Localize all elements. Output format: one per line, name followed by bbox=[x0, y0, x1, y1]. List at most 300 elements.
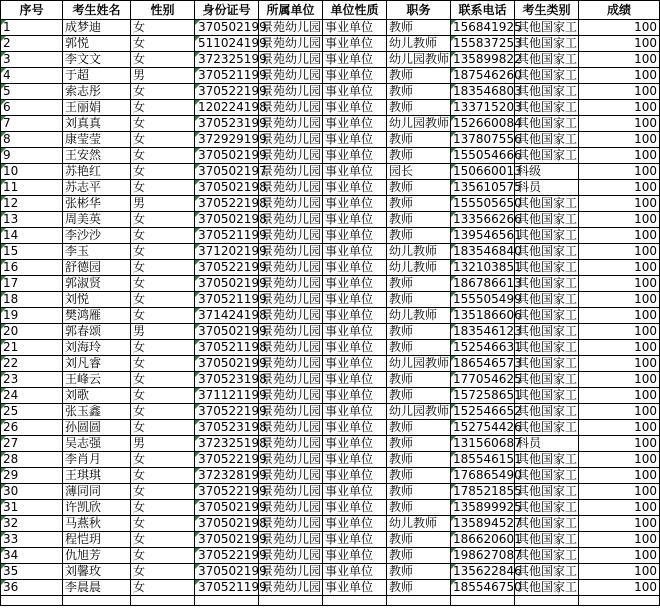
cell-score[interactable]: 100 bbox=[579, 436, 660, 452]
cell-phone[interactable]: 152754426 bbox=[451, 420, 515, 436]
cell-id[interactable]: 370522199 bbox=[195, 484, 259, 500]
cell-category[interactable]: 其他国家工 bbox=[515, 580, 579, 596]
cell-job[interactable]: 幼儿教师 bbox=[387, 244, 451, 260]
cell-score[interactable]: 100 bbox=[579, 516, 660, 532]
cell-id[interactable]: 370522199 bbox=[195, 404, 259, 420]
cell-sex[interactable]: 女 bbox=[131, 532, 195, 548]
cell-no[interactable]: 29 bbox=[1, 468, 63, 484]
cell-job[interactable]: 教师 bbox=[387, 548, 451, 564]
cell-job[interactable]: 幼儿教师 bbox=[387, 308, 451, 324]
cell-sex[interactable]: 女 bbox=[131, 212, 195, 228]
cell-id[interactable]: 370502199 bbox=[195, 532, 259, 548]
cell-job[interactable]: 教师 bbox=[387, 340, 451, 356]
cell-partial[interactable] bbox=[1, 596, 63, 606]
cell-score[interactable]: 100 bbox=[579, 100, 660, 116]
cell-id[interactable]: 370502199 bbox=[195, 148, 259, 164]
cell-phone[interactable]: 137807556 bbox=[451, 132, 515, 148]
cell-sex[interactable]: 女 bbox=[131, 116, 195, 132]
cell-unit[interactable]: 景苑幼儿园 bbox=[259, 52, 323, 68]
cell-category[interactable]: 其他国家工 bbox=[515, 372, 579, 388]
cell-category[interactable]: 其他国家工 bbox=[515, 196, 579, 212]
cell-phone[interactable]: 152546631 bbox=[451, 340, 515, 356]
cell-no[interactable]: 30 bbox=[1, 484, 63, 500]
cell-partial[interactable] bbox=[323, 596, 387, 606]
cell-category[interactable]: 其他国家工 bbox=[515, 148, 579, 164]
cell-no[interactable]: 21 bbox=[1, 340, 63, 356]
cell-unit[interactable]: 景苑幼儿园 bbox=[259, 196, 323, 212]
cell-phone[interactable]: 152546652 bbox=[451, 404, 515, 420]
cell-phone[interactable]: 156841925 bbox=[451, 20, 515, 36]
cell-category[interactable]: 其他国家工 bbox=[515, 484, 579, 500]
cell-name[interactable]: 李肖月 bbox=[63, 452, 131, 468]
cell-job[interactable]: 教师 bbox=[387, 180, 451, 196]
cell-score[interactable]: 100 bbox=[579, 484, 660, 500]
cell-id[interactable]: 370521199 bbox=[195, 68, 259, 84]
cell-id[interactable]: 370502198 bbox=[195, 212, 259, 228]
cell-partial[interactable] bbox=[451, 596, 515, 606]
cell-score[interactable]: 100 bbox=[579, 148, 660, 164]
cell-nature[interactable]: 事业单位 bbox=[323, 212, 387, 228]
cell-no[interactable]: 18 bbox=[1, 292, 63, 308]
cell-no[interactable]: 3 bbox=[1, 52, 63, 68]
cell-sex[interactable]: 女 bbox=[131, 36, 195, 52]
cell-score[interactable]: 100 bbox=[579, 564, 660, 580]
cell-category[interactable]: 其他国家工 bbox=[515, 324, 579, 340]
cell-category[interactable]: 其他国家工 bbox=[515, 244, 579, 260]
cell-phone[interactable]: 135894527 bbox=[451, 516, 515, 532]
cell-id[interactable]: 370522199 bbox=[195, 452, 259, 468]
cell-unit[interactable]: 景苑幼儿园 bbox=[259, 372, 323, 388]
cell-no[interactable]: 6 bbox=[1, 100, 63, 116]
cell-unit[interactable]: 景苑幼儿园 bbox=[259, 564, 323, 580]
cell-id[interactable]: 370502199 bbox=[195, 324, 259, 340]
cell-job[interactable]: 教师 bbox=[387, 580, 451, 596]
cell-no[interactable]: 17 bbox=[1, 276, 63, 292]
cell-name[interactable]: 于超 bbox=[63, 68, 131, 84]
cell-nature[interactable]: 事业单位 bbox=[323, 548, 387, 564]
cell-job[interactable]: 教师 bbox=[387, 564, 451, 580]
cell-sex[interactable]: 女 bbox=[131, 372, 195, 388]
cell-sex[interactable]: 女 bbox=[131, 148, 195, 164]
cell-score[interactable]: 100 bbox=[579, 324, 660, 340]
cell-score[interactable]: 100 bbox=[579, 52, 660, 68]
cell-score[interactable]: 100 bbox=[579, 452, 660, 468]
cell-name[interactable]: 张彬华 bbox=[63, 196, 131, 212]
cell-nature[interactable]: 事业单位 bbox=[323, 452, 387, 468]
cell-sex[interactable]: 女 bbox=[131, 52, 195, 68]
col-header-category[interactable]: 考生类别 bbox=[515, 1, 579, 20]
cell-job[interactable]: 教师 bbox=[387, 68, 451, 84]
cell-sex[interactable]: 女 bbox=[131, 548, 195, 564]
cell-name[interactable]: 仇旭芳 bbox=[63, 548, 131, 564]
cell-job[interactable]: 教师 bbox=[387, 148, 451, 164]
cell-phone[interactable]: 198627087 bbox=[451, 548, 515, 564]
cell-job[interactable]: 教师 bbox=[387, 84, 451, 100]
cell-unit[interactable]: 景苑幼儿园 bbox=[259, 468, 323, 484]
cell-sex[interactable]: 女 bbox=[131, 468, 195, 484]
cell-sex[interactable]: 女 bbox=[131, 404, 195, 420]
cell-sex[interactable]: 女 bbox=[131, 180, 195, 196]
cell-unit[interactable]: 景苑幼儿园 bbox=[259, 340, 323, 356]
cell-phone[interactable]: 186620601 bbox=[451, 532, 515, 548]
cell-nature[interactable]: 事业单位 bbox=[323, 180, 387, 196]
cell-name[interactable]: 李晨晨 bbox=[63, 580, 131, 596]
cell-phone[interactable]: 152660084 bbox=[451, 116, 515, 132]
cell-id[interactable]: 370502199 bbox=[195, 500, 259, 516]
cell-job[interactable]: 幼儿教师 bbox=[387, 516, 451, 532]
col-header-score[interactable]: 成绩 bbox=[579, 1, 660, 20]
cell-nature[interactable]: 事业单位 bbox=[323, 516, 387, 532]
cell-sex[interactable]: 女 bbox=[131, 580, 195, 596]
cell-nature[interactable]: 事业单位 bbox=[323, 404, 387, 420]
cell-no[interactable]: 28 bbox=[1, 452, 63, 468]
cell-score[interactable]: 100 bbox=[579, 196, 660, 212]
cell-sex[interactable]: 女 bbox=[131, 100, 195, 116]
cell-phone[interactable]: 150660013 bbox=[451, 164, 515, 180]
cell-sex[interactable]: 女 bbox=[131, 484, 195, 500]
cell-nature[interactable]: 事业单位 bbox=[323, 148, 387, 164]
cell-job[interactable]: 教师 bbox=[387, 420, 451, 436]
cell-sex[interactable]: 女 bbox=[131, 452, 195, 468]
cell-id[interactable]: 370522199 bbox=[195, 84, 259, 100]
cell-job[interactable]: 教师 bbox=[387, 532, 451, 548]
cell-unit[interactable]: 景苑幼儿园 bbox=[259, 500, 323, 516]
cell-job[interactable]: 教师 bbox=[387, 324, 451, 340]
cell-unit[interactable]: 景苑幼儿园 bbox=[259, 244, 323, 260]
cell-nature[interactable]: 事业单位 bbox=[323, 36, 387, 52]
cell-unit[interactable]: 景苑幼儿园 bbox=[259, 324, 323, 340]
cell-partial[interactable] bbox=[515, 596, 579, 606]
cell-category[interactable]: 其他国家工 bbox=[515, 308, 579, 324]
cell-name[interactable]: 舒德园 bbox=[63, 260, 131, 276]
cell-category[interactable]: 其他国家工 bbox=[515, 276, 579, 292]
cell-unit[interactable]: 景苑幼儿园 bbox=[259, 164, 323, 180]
cell-category[interactable]: 其他国家工 bbox=[515, 500, 579, 516]
cell-id[interactable]: 372325199 bbox=[195, 52, 259, 68]
cell-nature[interactable]: 事业单位 bbox=[323, 500, 387, 516]
cell-category[interactable]: 其他国家工 bbox=[515, 68, 579, 84]
cell-name[interactable]: 王琪琪 bbox=[63, 468, 131, 484]
cell-category[interactable]: 其他国家工 bbox=[515, 100, 579, 116]
cell-job[interactable]: 教师 bbox=[387, 500, 451, 516]
cell-no[interactable]: 9 bbox=[1, 148, 63, 164]
col-header-sex[interactable]: 性别 bbox=[131, 1, 195, 20]
cell-phone[interactable]: 183546803 bbox=[451, 84, 515, 100]
cell-category[interactable]: 其他国家工 bbox=[515, 420, 579, 436]
cell-phone[interactable]: 131560687 bbox=[451, 436, 515, 452]
cell-no[interactable]: 23 bbox=[1, 372, 63, 388]
cell-id[interactable]: 370502199 bbox=[195, 276, 259, 292]
cell-unit[interactable]: 景苑幼儿园 bbox=[259, 212, 323, 228]
cell-no[interactable]: 7 bbox=[1, 116, 63, 132]
col-header-phone[interactable]: 联系电话 bbox=[451, 1, 515, 20]
cell-id[interactable]: 370521198 bbox=[195, 340, 259, 356]
cell-sex[interactable]: 女 bbox=[131, 276, 195, 292]
cell-name[interactable]: 郭悦 bbox=[63, 36, 131, 52]
cell-unit[interactable]: 景苑幼儿园 bbox=[259, 20, 323, 36]
cell-category[interactable]: 其他国家工 bbox=[515, 452, 579, 468]
cell-partial[interactable] bbox=[195, 596, 259, 606]
cell-no[interactable]: 36 bbox=[1, 580, 63, 596]
cell-nature[interactable]: 事业单位 bbox=[323, 68, 387, 84]
cell-nature[interactable]: 事业单位 bbox=[323, 308, 387, 324]
cell-job[interactable]: 教师 bbox=[387, 372, 451, 388]
cell-category[interactable]: 其他国家工 bbox=[515, 228, 579, 244]
cell-nature[interactable]: 事业单位 bbox=[323, 324, 387, 340]
cell-category[interactable]: 其他国家工 bbox=[515, 116, 579, 132]
cell-job[interactable]: 教师 bbox=[387, 484, 451, 500]
cell-category[interactable]: 其他国家工 bbox=[515, 20, 579, 36]
cell-id[interactable]: 370522199 bbox=[195, 260, 259, 276]
cell-name[interactable]: 马燕秋 bbox=[63, 516, 131, 532]
cell-job[interactable]: 教师 bbox=[387, 276, 451, 292]
cell-sex[interactable]: 女 bbox=[131, 500, 195, 516]
cell-category[interactable]: 其他国家工 bbox=[515, 132, 579, 148]
cell-job[interactable]: 教师 bbox=[387, 292, 451, 308]
cell-id[interactable]: 370502199 bbox=[195, 20, 259, 36]
cell-no[interactable]: 26 bbox=[1, 420, 63, 436]
cell-name[interactable]: 许凯欣 bbox=[63, 500, 131, 516]
cell-sex[interactable]: 女 bbox=[131, 164, 195, 180]
cell-category[interactable]: 其他国家工 bbox=[515, 356, 579, 372]
cell-category[interactable]: 其他国家工 bbox=[515, 292, 579, 308]
cell-unit[interactable]: 景苑幼儿园 bbox=[259, 436, 323, 452]
cell-name[interactable]: 成梦迪 bbox=[63, 20, 131, 36]
cell-nature[interactable]: 事业单位 bbox=[323, 20, 387, 36]
cell-name[interactable]: 刘悦 bbox=[63, 292, 131, 308]
cell-sex[interactable]: 女 bbox=[131, 20, 195, 36]
cell-unit[interactable]: 景苑幼儿园 bbox=[259, 100, 323, 116]
cell-id[interactable]: 372328199 bbox=[195, 468, 259, 484]
cell-unit[interactable]: 景苑幼儿园 bbox=[259, 420, 323, 436]
cell-nature[interactable]: 事业单位 bbox=[323, 276, 387, 292]
cell-unit[interactable]: 景苑幼儿园 bbox=[259, 308, 323, 324]
cell-id[interactable]: 371202199 bbox=[195, 244, 259, 260]
cell-no[interactable]: 10 bbox=[1, 164, 63, 180]
cell-category[interactable]: 其他国家工 bbox=[515, 532, 579, 548]
cell-nature[interactable]: 事业单位 bbox=[323, 292, 387, 308]
cell-nature[interactable]: 事业单位 bbox=[323, 532, 387, 548]
cell-phone[interactable]: 183546840 bbox=[451, 244, 515, 260]
cell-unit[interactable]: 景苑幼儿园 bbox=[259, 548, 323, 564]
cell-name[interactable]: 李玉 bbox=[63, 244, 131, 260]
cell-id[interactable]: 370523198 bbox=[195, 372, 259, 388]
cell-id[interactable]: 370523199 bbox=[195, 116, 259, 132]
cell-unit[interactable]: 景苑幼儿园 bbox=[259, 404, 323, 420]
cell-nature[interactable]: 事业单位 bbox=[323, 580, 387, 596]
cell-no[interactable]: 20 bbox=[1, 324, 63, 340]
cell-score[interactable]: 100 bbox=[579, 532, 660, 548]
cell-job[interactable]: 教师 bbox=[387, 212, 451, 228]
cell-score[interactable]: 100 bbox=[579, 308, 660, 324]
cell-no[interactable]: 2 bbox=[1, 36, 63, 52]
cell-score[interactable]: 100 bbox=[579, 180, 660, 196]
cell-nature[interactable]: 事业单位 bbox=[323, 420, 387, 436]
cell-name[interactable]: 刘馨玫 bbox=[63, 564, 131, 580]
cell-name[interactable]: 苏艳红 bbox=[63, 164, 131, 180]
cell-no[interactable]: 27 bbox=[1, 436, 63, 452]
cell-phone[interactable]: 183546123 bbox=[451, 324, 515, 340]
cell-no[interactable]: 14 bbox=[1, 228, 63, 244]
cell-nature[interactable]: 事业单位 bbox=[323, 436, 387, 452]
cell-unit[interactable]: 景苑幼儿园 bbox=[259, 516, 323, 532]
cell-score[interactable]: 100 bbox=[579, 20, 660, 36]
cell-no[interactable]: 4 bbox=[1, 68, 63, 84]
cell-score[interactable]: 100 bbox=[579, 356, 660, 372]
cell-unit[interactable]: 景苑幼儿园 bbox=[259, 228, 323, 244]
cell-score[interactable]: 100 bbox=[579, 116, 660, 132]
cell-sex[interactable]: 男 bbox=[131, 196, 195, 212]
cell-name[interactable]: 刘海玲 bbox=[63, 340, 131, 356]
cell-job[interactable]: 教师 bbox=[387, 228, 451, 244]
cell-sex[interactable]: 女 bbox=[131, 228, 195, 244]
cell-no[interactable]: 15 bbox=[1, 244, 63, 260]
cell-name[interactable]: 李沙沙 bbox=[63, 228, 131, 244]
cell-score[interactable]: 100 bbox=[579, 404, 660, 420]
cell-phone[interactable]: 133715203 bbox=[451, 100, 515, 116]
cell-id[interactable]: 120224198 bbox=[195, 100, 259, 116]
cell-sex[interactable]: 男 bbox=[131, 436, 195, 452]
cell-sex[interactable]: 女 bbox=[131, 260, 195, 276]
cell-phone[interactable]: 186546573 bbox=[451, 356, 515, 372]
cell-category[interactable]: 其他国家工 bbox=[515, 388, 579, 404]
col-header-job[interactable]: 职务 bbox=[387, 1, 451, 20]
cell-category[interactable]: 其他国家工 bbox=[515, 212, 579, 228]
cell-nature[interactable]: 事业单位 bbox=[323, 100, 387, 116]
cell-id[interactable]: 370521199 bbox=[195, 292, 259, 308]
cell-unit[interactable]: 景苑幼儿园 bbox=[259, 180, 323, 196]
col-header-no[interactable]: 序号 bbox=[1, 1, 63, 20]
cell-score[interactable]: 100 bbox=[579, 164, 660, 180]
cell-name[interactable]: 索志彤 bbox=[63, 84, 131, 100]
cell-id[interactable]: 370522198 bbox=[195, 196, 259, 212]
cell-no[interactable]: 22 bbox=[1, 356, 63, 372]
cell-phone[interactable]: 135899822 bbox=[451, 52, 515, 68]
cell-sex[interactable]: 女 bbox=[131, 292, 195, 308]
cell-phone[interactable]: 133566266 bbox=[451, 212, 515, 228]
cell-id[interactable]: 370502199 bbox=[195, 356, 259, 372]
cell-sex[interactable]: 女 bbox=[131, 388, 195, 404]
cell-score[interactable]: 100 bbox=[579, 500, 660, 516]
cell-name[interactable]: 周美英 bbox=[63, 212, 131, 228]
cell-no[interactable]: 12 bbox=[1, 196, 63, 212]
cell-nature[interactable]: 事业单位 bbox=[323, 468, 387, 484]
col-header-unit[interactable]: 所属单位 bbox=[259, 1, 323, 20]
cell-no[interactable]: 24 bbox=[1, 388, 63, 404]
cell-partial[interactable] bbox=[259, 596, 323, 606]
cell-sex[interactable]: 女 bbox=[131, 564, 195, 580]
cell-nature[interactable]: 事业单位 bbox=[323, 196, 387, 212]
cell-unit[interactable]: 景苑幼儿园 bbox=[259, 292, 323, 308]
cell-score[interactable]: 100 bbox=[579, 388, 660, 404]
cell-name[interactable]: 王峰云 bbox=[63, 372, 131, 388]
cell-phone[interactable]: 185546750 bbox=[451, 580, 515, 596]
cell-category[interactable]: 其他国家工 bbox=[515, 516, 579, 532]
cell-score[interactable]: 100 bbox=[579, 260, 660, 276]
cell-nature[interactable]: 事业单位 bbox=[323, 228, 387, 244]
cell-name[interactable]: 程恺玥 bbox=[63, 532, 131, 548]
cell-no[interactable]: 19 bbox=[1, 308, 63, 324]
cell-name[interactable]: 刘真真 bbox=[63, 116, 131, 132]
col-header-id[interactable]: 身份证号 bbox=[195, 1, 259, 20]
cell-unit[interactable]: 景苑幼儿园 bbox=[259, 148, 323, 164]
cell-partial[interactable] bbox=[387, 596, 451, 606]
cell-id[interactable]: 372325198 bbox=[195, 436, 259, 452]
cell-no[interactable]: 16 bbox=[1, 260, 63, 276]
cell-partial[interactable] bbox=[579, 596, 660, 606]
cell-unit[interactable]: 景苑幼儿园 bbox=[259, 68, 323, 84]
cell-id[interactable]: 370502197 bbox=[195, 164, 259, 180]
cell-sex[interactable]: 女 bbox=[131, 308, 195, 324]
cell-nature[interactable]: 事业单位 bbox=[323, 388, 387, 404]
cell-score[interactable]: 100 bbox=[579, 36, 660, 52]
cell-job[interactable]: 教师 bbox=[387, 468, 451, 484]
cell-job[interactable]: 幼儿园教师 bbox=[387, 52, 451, 68]
cell-id[interactable]: 372929199 bbox=[195, 132, 259, 148]
cell-category[interactable]: 科员 bbox=[515, 436, 579, 452]
cell-job[interactable]: 幼儿园教师 bbox=[387, 356, 451, 372]
cell-job[interactable]: 幼儿园教师 bbox=[387, 404, 451, 420]
cell-name[interactable]: 刘凡睿 bbox=[63, 356, 131, 372]
cell-job[interactable]: 园长 bbox=[387, 164, 451, 180]
cell-partial[interactable] bbox=[63, 596, 131, 606]
cell-phone[interactable]: 177054625 bbox=[451, 372, 515, 388]
cell-nature[interactable]: 事业单位 bbox=[323, 84, 387, 100]
cell-unit[interactable]: 景苑幼儿园 bbox=[259, 356, 323, 372]
cell-name[interactable]: 苏志平 bbox=[63, 180, 131, 196]
cell-job[interactable]: 教师 bbox=[387, 132, 451, 148]
cell-score[interactable]: 100 bbox=[579, 212, 660, 228]
cell-sex[interactable]: 女 bbox=[131, 356, 195, 372]
cell-category[interactable]: 其他国家工 bbox=[515, 404, 579, 420]
cell-job[interactable]: 教师 bbox=[387, 452, 451, 468]
cell-name[interactable]: 王安然 bbox=[63, 148, 131, 164]
cell-unit[interactable]: 景苑幼儿园 bbox=[259, 260, 323, 276]
cell-no[interactable]: 32 bbox=[1, 516, 63, 532]
cell-score[interactable]: 100 bbox=[579, 68, 660, 84]
cell-nature[interactable]: 事业单位 bbox=[323, 164, 387, 180]
cell-score[interactable]: 100 bbox=[579, 580, 660, 596]
cell-nature[interactable]: 事业单位 bbox=[323, 564, 387, 580]
cell-phone[interactable]: 135186606 bbox=[451, 308, 515, 324]
cell-no[interactable]: 34 bbox=[1, 548, 63, 564]
cell-unit[interactable]: 景苑幼儿园 bbox=[259, 36, 323, 52]
cell-phone[interactable]: 186786613 bbox=[451, 276, 515, 292]
cell-score[interactable]: 100 bbox=[579, 228, 660, 244]
cell-id[interactable]: 370502198 bbox=[195, 180, 259, 196]
cell-no[interactable]: 33 bbox=[1, 532, 63, 548]
cell-id[interactable]: 370502198 bbox=[195, 516, 259, 532]
cell-phone[interactable]: 176865490 bbox=[451, 468, 515, 484]
cell-no[interactable]: 8 bbox=[1, 132, 63, 148]
cell-unit[interactable]: 景苑幼儿园 bbox=[259, 484, 323, 500]
cell-nature[interactable]: 事业单位 bbox=[323, 484, 387, 500]
cell-category[interactable]: 其他国家工 bbox=[515, 260, 579, 276]
cell-no[interactable]: 13 bbox=[1, 212, 63, 228]
cell-phone[interactable]: 157258651 bbox=[451, 388, 515, 404]
cell-id[interactable]: 371121199 bbox=[195, 388, 259, 404]
cell-score[interactable]: 100 bbox=[579, 132, 660, 148]
cell-job[interactable]: 幼儿教师 bbox=[387, 36, 451, 52]
cell-category[interactable]: 其他国家工 bbox=[515, 52, 579, 68]
cell-name[interactable]: 刘歌 bbox=[63, 388, 131, 404]
cell-name[interactable]: 孙圆圆 bbox=[63, 420, 131, 436]
cell-unit[interactable]: 景苑幼儿园 bbox=[259, 580, 323, 596]
cell-sex[interactable]: 女 bbox=[131, 340, 195, 356]
cell-sex[interactable]: 男 bbox=[131, 68, 195, 84]
cell-phone[interactable]: 178521855 bbox=[451, 484, 515, 500]
cell-nature[interactable]: 事业单位 bbox=[323, 244, 387, 260]
